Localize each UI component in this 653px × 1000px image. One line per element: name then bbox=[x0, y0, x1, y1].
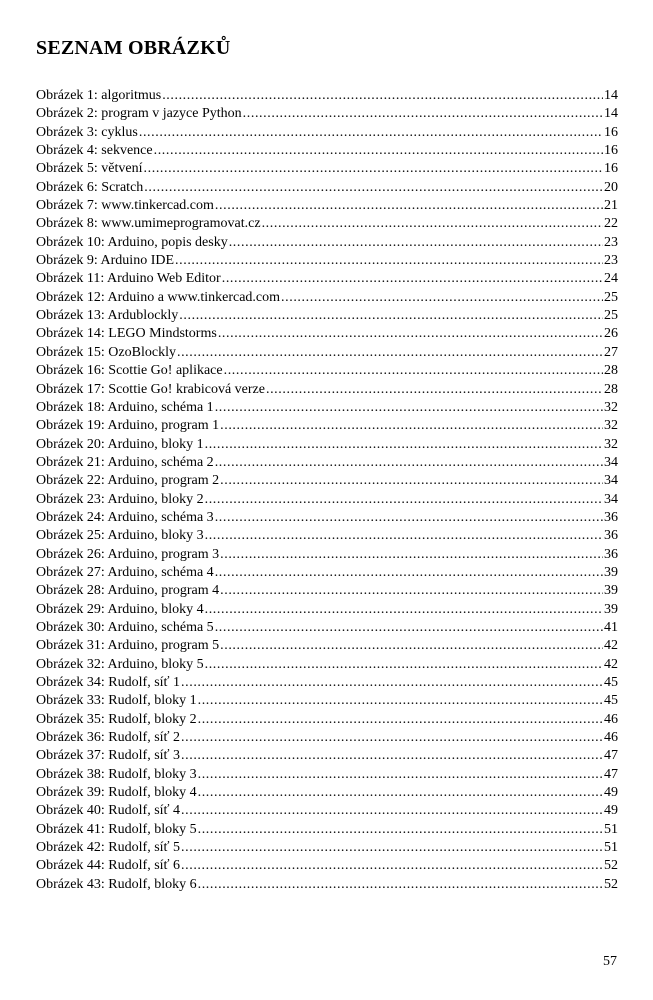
figure-caption: Obrázek 4: sekvence bbox=[36, 143, 153, 159]
dot-leader bbox=[181, 857, 603, 875]
dot-leader bbox=[224, 362, 603, 380]
figure-page-number: 41 bbox=[604, 619, 618, 635]
list-item bbox=[36, 436, 618, 454]
list-item bbox=[36, 417, 618, 435]
figure-page-number: 32 bbox=[604, 436, 618, 452]
figure-caption: Obrázek 8: www.umimeprogramovat.cz bbox=[36, 216, 261, 232]
list-item bbox=[36, 307, 618, 325]
figure-page-number: 51 bbox=[604, 840, 618, 856]
list-item bbox=[36, 509, 618, 527]
list-item bbox=[36, 637, 618, 655]
figure-page-number: 28 bbox=[604, 381, 618, 397]
figure-caption: Obrázek 15: OzoBlockly bbox=[36, 344, 176, 360]
dot-leader bbox=[198, 876, 603, 894]
dot-leader bbox=[181, 674, 603, 692]
list-item bbox=[36, 160, 618, 178]
figure-page-number: 28 bbox=[604, 363, 618, 379]
figure-caption: Obrázek 32: Arduino, bloky 5 bbox=[36, 656, 204, 672]
figure-page-number: 16 bbox=[604, 143, 618, 159]
list-item bbox=[36, 270, 618, 288]
figure-caption: Obrázek 30: Arduino, schéma 5 bbox=[36, 619, 214, 635]
dot-leader bbox=[220, 546, 603, 564]
dot-leader bbox=[229, 234, 603, 252]
figure-caption: Obrázek 13: Ardublockly bbox=[36, 308, 179, 324]
figure-caption: Obrázek 11: Arduino Web Editor bbox=[36, 271, 221, 287]
dot-leader bbox=[181, 747, 603, 765]
list-item bbox=[36, 692, 618, 710]
figure-page-number: 51 bbox=[604, 821, 618, 837]
dot-leader bbox=[266, 381, 603, 399]
dot-leader bbox=[162, 87, 603, 105]
list-item bbox=[36, 784, 618, 802]
figure-page-number: 45 bbox=[604, 675, 618, 690]
figure-page-number: 34 bbox=[604, 491, 618, 507]
figure-page-number: 24 bbox=[604, 271, 618, 287]
figure-caption: Obrázek 44: Rudolf, síť 6 bbox=[36, 858, 181, 874]
figure-caption: Obrázek 6: Scratch bbox=[36, 179, 144, 195]
list-item bbox=[36, 252, 618, 270]
dot-leader bbox=[215, 399, 603, 417]
figure-page-number: 32 bbox=[604, 399, 618, 415]
dot-leader bbox=[215, 619, 603, 637]
figure-caption: Obrázek 19: Arduino, program 1 bbox=[36, 418, 220, 434]
list-item bbox=[36, 142, 618, 160]
dot-leader bbox=[198, 711, 603, 729]
page-number: 57 bbox=[603, 954, 617, 969]
list-item bbox=[36, 399, 618, 417]
figure-caption: Obrázek 25: Arduino, bloky 3 bbox=[36, 528, 204, 544]
figure-caption: Obrázek 10: Arduino, popis desky bbox=[36, 234, 228, 250]
figure-caption: Obrázek 1: algoritmus bbox=[36, 88, 162, 103]
figure-caption: Obrázek 36: Rudolf, síť 2 bbox=[36, 730, 181, 746]
list-item bbox=[36, 454, 618, 472]
figure-page-number: 23 bbox=[604, 253, 618, 269]
list-item bbox=[36, 546, 618, 564]
figure-caption: Obrázek 29: Arduino, bloky 4 bbox=[36, 601, 204, 617]
figure-caption: Obrázek 27: Arduino, schéma 4 bbox=[36, 564, 214, 580]
dot-leader bbox=[205, 436, 603, 454]
list-item bbox=[36, 215, 618, 233]
dot-leader bbox=[198, 784, 603, 802]
list-item bbox=[36, 527, 618, 545]
figure-page-number: 36 bbox=[604, 528, 618, 544]
list-item bbox=[36, 472, 618, 490]
figure-caption: Obrázek 16: Scottie Go! aplikace bbox=[36, 363, 223, 379]
list-item bbox=[36, 601, 618, 619]
figure-caption: Obrázek 42: Rudolf, síť 5 bbox=[36, 840, 181, 856]
dot-leader bbox=[154, 142, 603, 160]
figure-page-number: 47 bbox=[604, 748, 618, 764]
list-item bbox=[36, 802, 618, 820]
list-item bbox=[36, 656, 618, 674]
figure-page-number: 39 bbox=[604, 583, 618, 599]
figure-page-number: 20 bbox=[604, 179, 618, 195]
figure-page-number: 39 bbox=[604, 601, 618, 617]
figure-caption: Obrázek 41: Rudolf, bloky 5 bbox=[36, 821, 197, 837]
figure-page-number: 45 bbox=[604, 693, 618, 709]
figure-caption: Obrázek 39: Rudolf, bloky 4 bbox=[36, 785, 197, 801]
figure-page-number: 27 bbox=[604, 344, 618, 360]
list-item bbox=[36, 362, 618, 380]
figure-page-number: 36 bbox=[604, 509, 618, 525]
dot-leader bbox=[177, 344, 603, 362]
figure-page-number: 16 bbox=[604, 161, 618, 177]
list-item bbox=[36, 124, 618, 142]
figure-caption: Obrázek 9: Arduino IDE bbox=[36, 253, 175, 269]
figure-page-number: 46 bbox=[604, 711, 618, 727]
figure-page-number: 49 bbox=[604, 803, 618, 819]
figure-caption: Obrázek 34: Rudolf, síť 1 bbox=[36, 675, 181, 690]
dot-leader bbox=[215, 454, 603, 472]
list-item bbox=[36, 674, 618, 692]
figure-caption: Obrázek 12: Arduino a www.tinkercad.com bbox=[36, 289, 281, 305]
figure-caption: Obrázek 35: Rudolf, bloky 2 bbox=[36, 711, 197, 727]
figure-caption: Obrázek 23: Arduino, bloky 2 bbox=[36, 491, 204, 507]
figure-caption: Obrázek 24: Arduino, schéma 3 bbox=[36, 509, 214, 525]
figure-caption: Obrázek 20: Arduino, bloky 1 bbox=[36, 436, 204, 452]
list-item bbox=[36, 325, 618, 343]
dot-leader bbox=[220, 637, 603, 655]
list-of-figures bbox=[36, 87, 618, 894]
list-item bbox=[36, 564, 618, 582]
figure-page-number: 42 bbox=[604, 656, 618, 672]
dot-leader bbox=[243, 105, 603, 123]
figure-caption: Obrázek 37: Rudolf, síť 3 bbox=[36, 748, 181, 764]
list-item bbox=[36, 197, 618, 215]
list-item bbox=[36, 105, 618, 123]
dot-leader bbox=[179, 307, 603, 325]
dot-leader bbox=[222, 270, 603, 288]
list-item bbox=[36, 87, 618, 105]
page-title: SEZNAM OBRÁZKŮ bbox=[36, 37, 231, 59]
figure-caption: Obrázek 26: Arduino, program 3 bbox=[36, 546, 220, 562]
dot-leader bbox=[205, 527, 603, 545]
list-item bbox=[36, 747, 618, 765]
dot-leader bbox=[218, 325, 603, 343]
list-item bbox=[36, 876, 618, 894]
figure-caption: Obrázek 5: větvení bbox=[36, 161, 143, 177]
list-item bbox=[36, 821, 618, 839]
figure-caption: Obrázek 21: Arduino, schéma 2 bbox=[36, 454, 214, 470]
dot-leader bbox=[175, 252, 603, 270]
dot-leader bbox=[198, 821, 603, 839]
dot-leader bbox=[215, 197, 603, 215]
figure-caption: Obrázek 17: Scottie Go! krabicová verze bbox=[36, 381, 265, 397]
figure-page-number: 39 bbox=[604, 564, 618, 580]
figure-caption: Obrázek 43: Rudolf, bloky 6 bbox=[36, 876, 197, 892]
figure-page-number: 47 bbox=[604, 766, 618, 782]
list-item bbox=[36, 619, 618, 637]
list-item bbox=[36, 179, 618, 197]
dot-leader bbox=[139, 124, 603, 142]
figure-caption: Obrázek 38: Rudolf, bloky 3 bbox=[36, 766, 197, 782]
list-item bbox=[36, 839, 618, 857]
figure-page-number: 52 bbox=[604, 858, 618, 874]
list-item bbox=[36, 582, 618, 600]
figure-page-number: 32 bbox=[604, 418, 618, 434]
dot-leader bbox=[262, 215, 603, 233]
figure-page-number: 42 bbox=[604, 638, 618, 654]
figure-page-number: 22 bbox=[604, 216, 618, 232]
dot-leader bbox=[220, 582, 603, 600]
dot-leader bbox=[215, 509, 603, 527]
dot-leader bbox=[181, 729, 603, 747]
figure-caption: Obrázek 40: Rudolf, síť 4 bbox=[36, 803, 181, 819]
figure-caption: Obrázek 33: Rudolf, bloky 1 bbox=[36, 693, 197, 709]
dot-leader bbox=[281, 289, 603, 307]
figure-caption: Obrázek 3: cyklus bbox=[36, 124, 138, 140]
figure-page-number: 26 bbox=[604, 326, 618, 342]
list-item bbox=[36, 491, 618, 509]
dot-leader bbox=[205, 491, 603, 509]
dot-leader bbox=[215, 564, 603, 582]
figure-page-number: 52 bbox=[604, 876, 618, 892]
figure-caption: Obrázek 2: program v jazyce Python bbox=[36, 106, 242, 122]
figure-page-number: 34 bbox=[604, 454, 618, 470]
dot-leader bbox=[220, 417, 603, 435]
figure-caption: Obrázek 28: Arduino, program 4 bbox=[36, 583, 220, 599]
figure-page-number: 49 bbox=[604, 785, 618, 801]
figure-caption: Obrázek 14: LEGO Mindstorms bbox=[36, 326, 217, 342]
figure-caption: Obrázek 31: Arduino, program 5 bbox=[36, 638, 220, 654]
dot-leader bbox=[220, 472, 603, 490]
figure-page-number: 46 bbox=[604, 730, 618, 746]
figure-page-number: 21 bbox=[604, 198, 618, 214]
dot-leader bbox=[198, 692, 603, 710]
figure-page-number: 23 bbox=[604, 234, 618, 250]
list-item bbox=[36, 857, 618, 875]
figure-caption: Obrázek 7: www.tinkercad.com bbox=[36, 198, 214, 214]
figure-page-number: 25 bbox=[604, 308, 618, 324]
dot-leader bbox=[144, 179, 603, 197]
figure-page-number: 36 bbox=[604, 546, 618, 562]
dot-leader bbox=[181, 802, 603, 820]
dot-leader bbox=[181, 839, 603, 857]
dot-leader bbox=[198, 766, 603, 784]
list-item bbox=[36, 289, 618, 307]
list-item bbox=[36, 344, 618, 362]
list-item bbox=[36, 234, 618, 252]
figure-page-number: 34 bbox=[604, 473, 618, 489]
figure-page-number: 25 bbox=[604, 289, 618, 305]
list-item bbox=[36, 711, 618, 729]
list-item bbox=[36, 729, 618, 747]
dot-leader bbox=[205, 601, 603, 619]
dot-leader bbox=[144, 160, 603, 178]
figure-page-number: 14 bbox=[604, 106, 618, 122]
list-item bbox=[36, 381, 618, 399]
figure-page-number: 14 bbox=[604, 88, 618, 103]
dot-leader bbox=[205, 656, 603, 674]
figure-caption: Obrázek 18: Arduino, schéma 1 bbox=[36, 399, 214, 415]
figure-caption: Obrázek 22: Arduino, program 2 bbox=[36, 473, 220, 489]
list-item bbox=[36, 766, 618, 784]
figure-page-number: 16 bbox=[604, 124, 618, 140]
